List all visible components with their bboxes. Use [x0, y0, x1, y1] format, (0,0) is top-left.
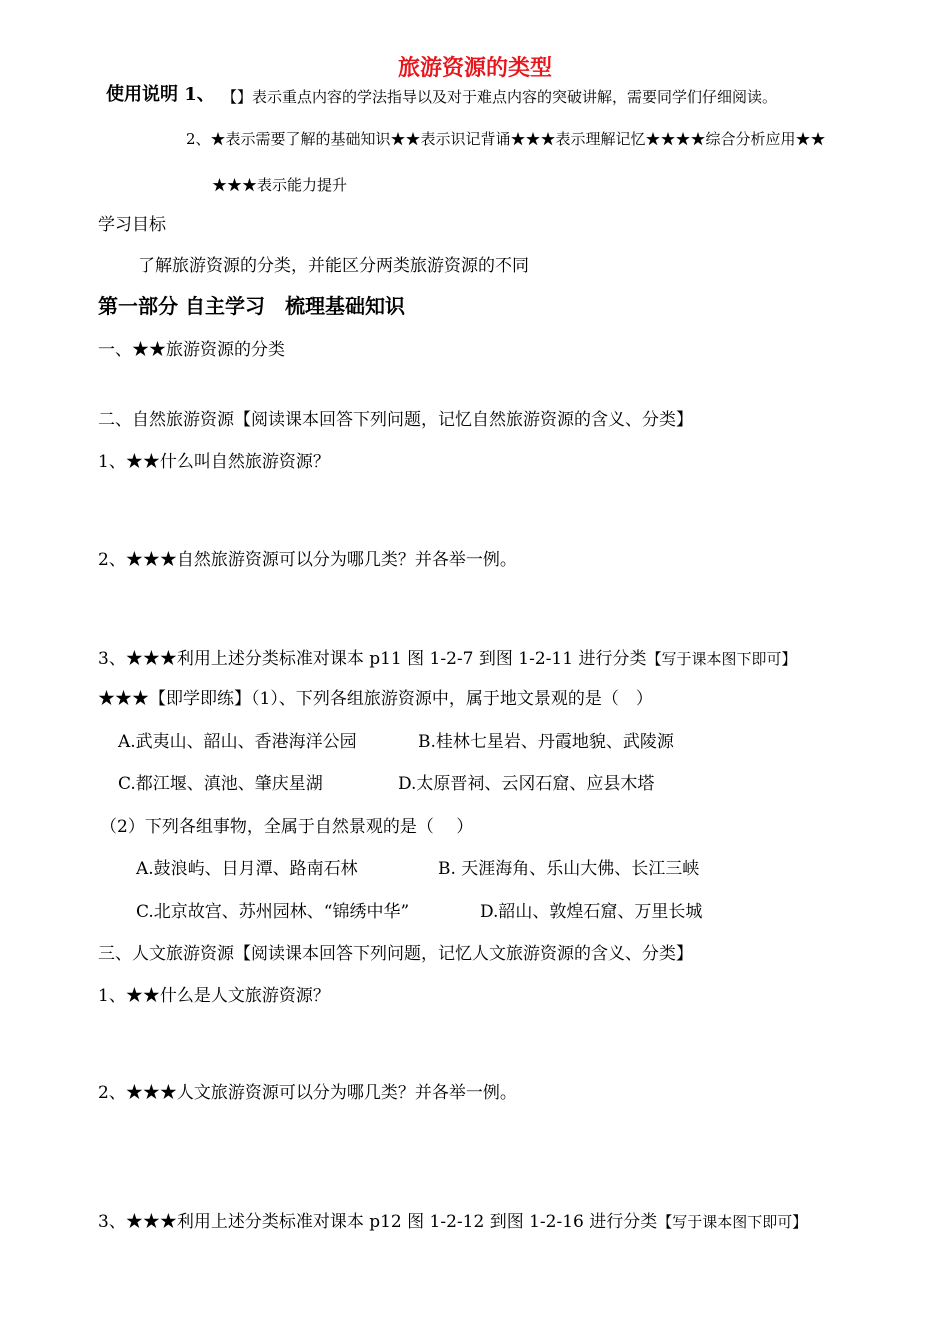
practice-q1-option-c: C.都江堰、滇池、肇庆星湖	[118, 774, 323, 794]
part1-heading: 第一部分 自主学习 梳理基础知识	[98, 294, 405, 318]
section2-q1: 1、★★什么叫自然旅游资源？	[98, 452, 330, 472]
section2-q3	[98, 648, 796, 670]
section3-q3-note: 【写于课本图下即可】	[657, 1213, 808, 1231]
practice-q2-option-a: A.鼓浪屿、日月潭、路南石林	[136, 859, 358, 879]
practice-q1-option-a: A.武夷山、韶山、香港海洋公园	[118, 732, 357, 752]
practice-q1-option-b: B.桂林七星岩、丹霞地貌、武陵源	[418, 732, 674, 752]
objective-text: 了解旅游资源的分类，并能区分两类旅游资源的不同	[138, 256, 529, 276]
practice-q1-option-d: D.太原晋祠、云冈石窟、应县木塔	[398, 774, 655, 794]
section3-heading: 三、人文旅游资源【阅读课本回答下列问题，记忆人文旅游资源的含义、分类】	[98, 944, 693, 964]
page-title: 旅游资源的类型	[397, 55, 552, 81]
instructions-line3: ★★★表示能力提升	[212, 176, 348, 194]
section2-q3-note: 【写于课本图下即可】	[646, 650, 797, 668]
objective-heading: 学习目标	[98, 215, 166, 235]
section3-q1: 1、★★什么是人文旅游资源？	[98, 986, 330, 1006]
instructions-label: 使用说明 1、	[106, 84, 215, 105]
instructions-line1: 【】表示重点内容的学法指导以及对于难点内容的突破讲解，需要同学们仔细阅读。	[222, 88, 778, 106]
section3-q3	[98, 1211, 807, 1233]
practice-q2-option-b: B. 天涯海角、乐山大佛、长江三峡	[438, 859, 700, 879]
practice-q2: （2）下列各组事物，全属于自然景观的是（ ）	[100, 817, 474, 837]
section3-q3-main: 3、★★★利用上述分类标准对课本 p12 图 1-2-12 到图 1-2-16 进行分类	[98, 1212, 658, 1232]
section2-q2: 2、★★★自然旅游资源可以分为哪几类？并各举一例。	[98, 550, 517, 570]
section1-heading: 一、★★旅游资源的分类	[98, 340, 285, 360]
practice-q2-option-c: C.北京故宫、苏州园林、“锦绣中华”	[136, 902, 410, 922]
section2-q3-main: 3、★★★利用上述分类标准对课本 p11 图 1-2-7 到图 1-2-11 进行分类	[98, 649, 647, 669]
instructions-line2: 2、★表示需要了解的基础知识★★表示识记背诵★★★表示理解记忆★★★★综合分析应用★★	[186, 130, 826, 148]
practice-q1: ★★★【即学即练】（1）、下列各组旅游资源中，属于地文景观的是（ ）	[98, 689, 653, 709]
practice-q2-option-d: D.韶山、敦煌石窟、万里长城	[480, 902, 703, 922]
section3-q2: 2、★★★人文旅游资源可以分为哪几类？并各举一例。	[98, 1083, 517, 1103]
section2-heading: 二、自然旅游资源【阅读课本回答下列问题，记忆自然旅游资源的含义、分类】	[98, 410, 693, 430]
